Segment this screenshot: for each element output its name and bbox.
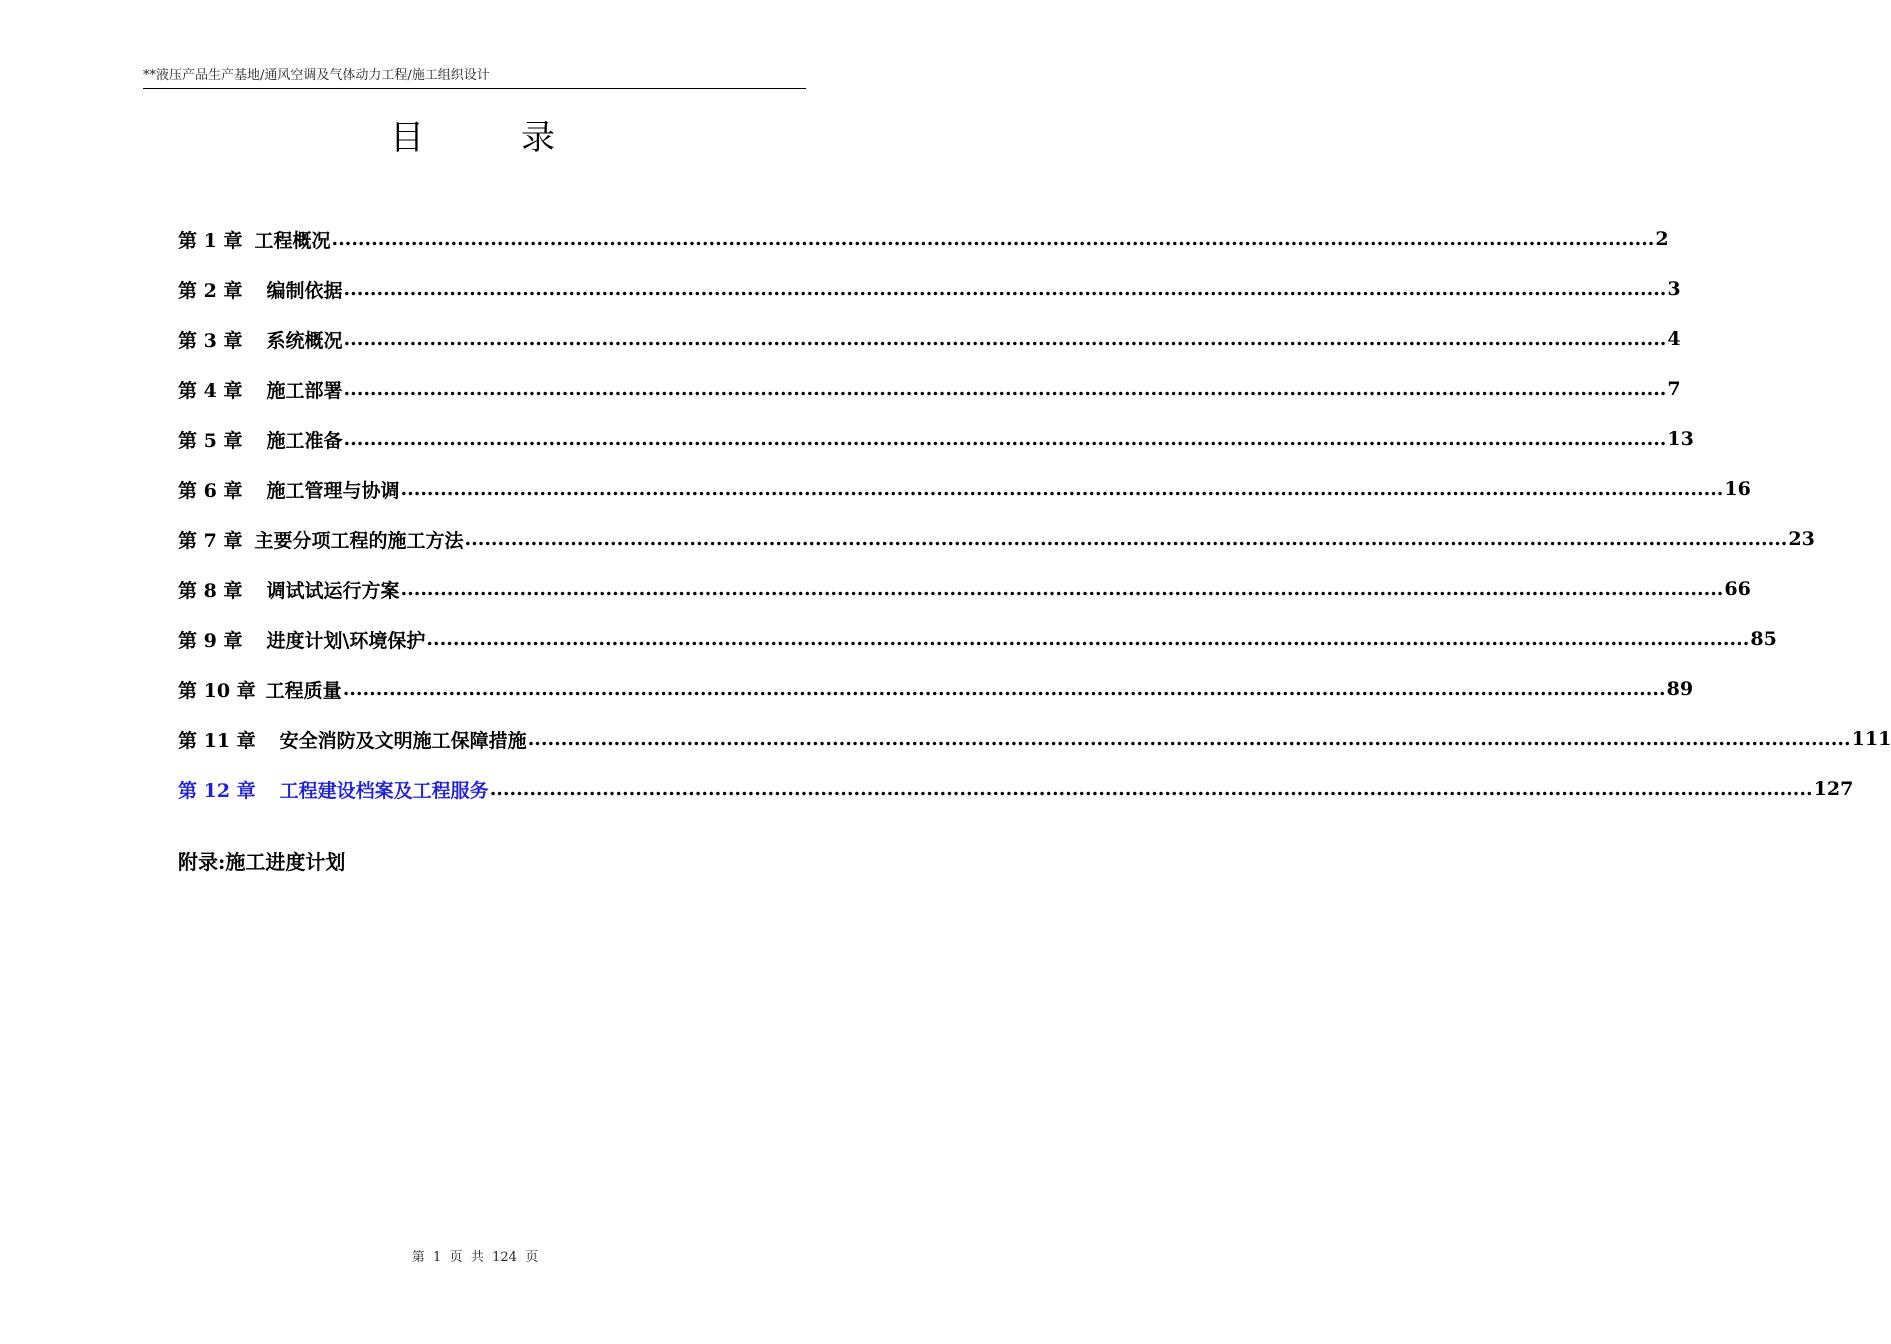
toc-page-number: 13 bbox=[1667, 428, 1694, 450]
toc-leader-dots: ........................................................................................................................................................................................................ bbox=[343, 378, 1667, 400]
toc-entry-2[interactable] bbox=[178, 272, 1681, 306]
toc-chapter-number: 第 5 章 bbox=[178, 429, 243, 452]
toc-chapter-title: 施工部署 bbox=[266, 379, 343, 402]
page-title bbox=[390, 116, 555, 160]
toc-entry-8[interactable] bbox=[178, 572, 1751, 606]
toc-chapter-number: 第 11 章 bbox=[178, 729, 256, 752]
toc-leader-dots: ........................................................................................................................................................................................................ bbox=[331, 228, 1655, 250]
toc-leader-dots: ........................................................................................................................................................................................................ bbox=[527, 728, 1851, 750]
toc-page-number: 89 bbox=[1666, 678, 1694, 700]
toc-entry-11[interactable] bbox=[178, 722, 1891, 756]
toc-page-number: 3 bbox=[1667, 278, 1681, 300]
toc-leader-dots: ........................................................................................................................................................................................................ bbox=[343, 278, 1667, 300]
toc-chapter-number: 第 2 章 bbox=[178, 279, 243, 302]
toc-chapter-number: 第 8 章 bbox=[178, 579, 243, 602]
toc-chapter-number: 第 6 章 bbox=[178, 479, 243, 502]
toc-chapter-title: 工程建设档案及工程服务 bbox=[279, 779, 489, 802]
toc-entry-4[interactable] bbox=[178, 372, 1681, 406]
toc-leader-dots: ........................................................................................................................................................................................................ bbox=[342, 678, 1666, 700]
toc-chapter-number: 第 1 章 bbox=[178, 229, 243, 252]
toc-entry-5[interactable] bbox=[178, 422, 1694, 456]
toc-entry-3[interactable] bbox=[178, 322, 1681, 356]
appendix-entry: 附录:施工进度计划 bbox=[178, 850, 346, 874]
toc-chapter-title: 施工准备 bbox=[266, 429, 343, 452]
toc-chapter-number: 第 10 章 bbox=[178, 679, 256, 702]
toc-entry-12[interactable] bbox=[178, 772, 1854, 806]
title-char-1: 目 bbox=[390, 118, 424, 158]
toc-entry-1[interactable] bbox=[178, 222, 1669, 256]
toc-chapter-number: 第 7 章 bbox=[178, 529, 243, 552]
toc-leader-dots: ........................................................................................................................................................................................................ bbox=[489, 778, 1813, 800]
toc-chapter-title: 调试试运行方案 bbox=[266, 579, 400, 602]
toc-chapter-title: 工程质量 bbox=[265, 679, 342, 702]
toc-chapter-number: 第 4 章 bbox=[178, 379, 243, 402]
toc-entry-10[interactable] bbox=[178, 672, 1694, 706]
toc-chapter-title: 编制依据 bbox=[266, 279, 343, 302]
toc-leader-dots: ........................................................................................................................................................................................................ bbox=[464, 528, 1788, 550]
toc-leader-dots: ........................................................................................................................................................................................................ bbox=[426, 628, 1750, 650]
toc-chapter-title: 进度计划\环境保护 bbox=[266, 629, 426, 652]
toc-page-number: 85 bbox=[1750, 628, 1777, 650]
toc-entry-7[interactable] bbox=[178, 522, 1815, 556]
toc-entry-9[interactable] bbox=[178, 622, 1777, 656]
toc-chapter-title: 主要分项工程的施工方法 bbox=[254, 529, 464, 552]
toc-page-number: 4 bbox=[1667, 328, 1681, 350]
toc-entry-6[interactable] bbox=[178, 472, 1751, 506]
toc-leader-dots: ........................................................................................................................................................................................................ bbox=[343, 328, 1667, 350]
toc-page-number: 23 bbox=[1788, 528, 1815, 550]
toc-page-number: 66 bbox=[1724, 578, 1751, 600]
page-footer: 第 1 页 共 124 页 bbox=[411, 1250, 539, 1265]
toc-chapter-title: 施工管理与协调 bbox=[266, 479, 400, 502]
toc-leader-dots: ........................................................................................................................................................................................................ bbox=[400, 578, 1724, 600]
toc-chapter-title: 系统概况 bbox=[266, 329, 343, 352]
toc-chapter-number: 第 9 章 bbox=[178, 629, 243, 652]
header-text: **液压产品生产基地/通风空调及气体动力工程/施工组织设计 bbox=[143, 68, 490, 83]
toc-leader-dots: ........................................................................................................................................................................................................ bbox=[400, 478, 1724, 500]
toc-chapter-number: 第 12 章 bbox=[178, 779, 256, 802]
toc-chapter-number: 第 3 章 bbox=[178, 329, 243, 352]
page-header bbox=[143, 68, 806, 89]
toc-page-number: 127 bbox=[1813, 778, 1854, 800]
toc-chapter-title: 工程概况 bbox=[254, 229, 331, 252]
title-char-2: 录 bbox=[521, 118, 555, 158]
toc-page-number: 2 bbox=[1655, 228, 1669, 250]
toc-chapter-title: 安全消防及文明施工保障措施 bbox=[279, 729, 527, 752]
toc-page-number: 7 bbox=[1667, 378, 1681, 400]
toc-leader-dots: ........................................................................................................................................................................................................ bbox=[343, 428, 1667, 450]
toc-page-number: 111 bbox=[1851, 728, 1891, 750]
toc-page-number: 16 bbox=[1724, 478, 1751, 500]
